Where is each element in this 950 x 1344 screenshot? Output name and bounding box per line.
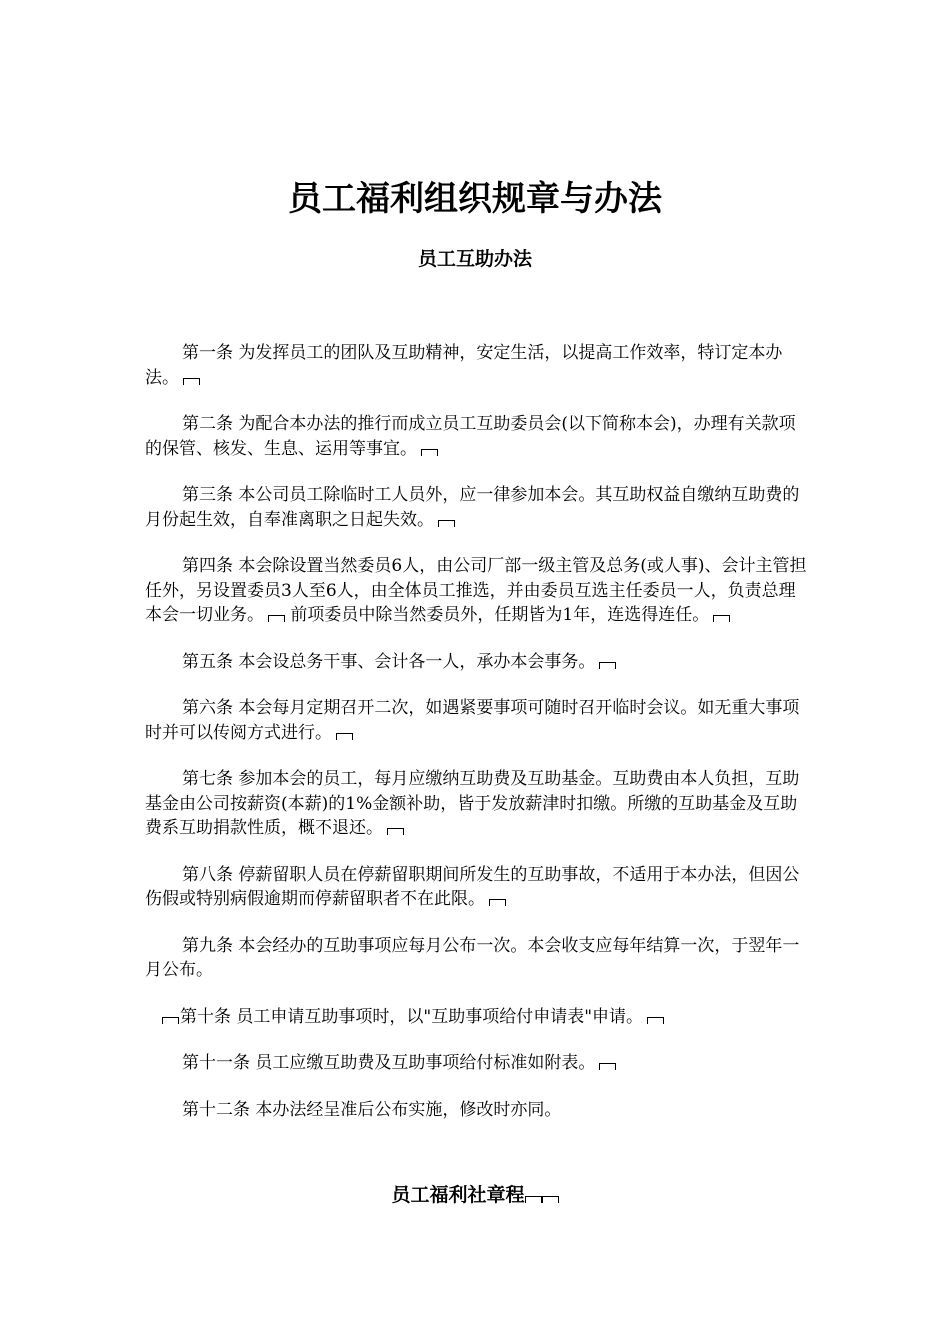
article-text: 第七条 参加本会的员工，每月应缴纳互助费及互助基金。互助费由本人负担，互助基金由公司按薪资(本薪)的1%金额补助，皆于发放薪津时扣缴。所缴的互助基金及互助费系互助捐款性质，概不退还。 xyxy=(145,769,800,838)
paragraph-mark-icon xyxy=(525,1196,542,1203)
article-2 xyxy=(145,412,811,461)
article-text: 第九条 本会经办的互助事项应每月公布一次。本会收支应每年结算一次，于翌年一月公布。 xyxy=(145,935,800,980)
article-text: 第六条 本会每月定期召开二次，如遇紧要事项可随时召开临时会议。如无重大事项时并可以传阅方式进行。 xyxy=(145,698,800,743)
articles-list xyxy=(145,341,811,1144)
article-9 xyxy=(145,934,811,983)
article-text: 第四条 本会除设置当然委员6人，由公司厂部一级主管及总务(或人事)、会计主管担任外，另设置委员3人至6人，由全体员工推选，并由委员互选主任委员一人，负责总理本会一切业务。 xyxy=(145,556,807,625)
article-10 xyxy=(145,1005,811,1030)
document-subtitle: 员工互助办法 xyxy=(417,248,532,270)
article-text: 第十条 员工申请互助事项时，以"互助事项给付申请表"申请。 xyxy=(180,1006,644,1027)
paragraph-mark-icon xyxy=(542,1196,559,1203)
article-7 xyxy=(145,767,811,841)
article-text: 第十二条 本办法经呈准后公布实施，修改时亦同。 xyxy=(182,1099,562,1120)
paragraph-mark-icon xyxy=(387,828,404,835)
article-text-continued: 前项委员中除当然委员外，任期皆为1年，连选得连任。 xyxy=(285,605,710,625)
paragraph-mark-icon xyxy=(268,615,285,622)
paragraph-mark-icon xyxy=(599,1063,616,1070)
paragraph-mark-icon xyxy=(336,733,353,740)
article-6 xyxy=(145,696,811,745)
article-text: 第五条 本会设总务干事、会计各一人，承办本会事务。 xyxy=(182,651,596,672)
article-text: 第十一条 员工应缴互助费及互助事项给付标准如附表。 xyxy=(182,1053,596,1073)
paragraph-mark-icon xyxy=(162,1017,179,1024)
article-1 xyxy=(145,341,811,390)
paragraph-mark-icon xyxy=(599,662,616,669)
document-title: 员工福利组织规章与办法 xyxy=(288,179,662,219)
article-8 xyxy=(145,863,811,912)
article-text: 第二条 为配合本办法的推行而成立员工互助委员会(以下简称本会)，办理有关款项的保管、核发、生息、运用等事宜。 xyxy=(145,414,796,459)
section-title-text: 员工福利社章程 xyxy=(391,1184,525,1206)
article-text: 第八条 停薪留职人员在停薪留职期间所发生的互助事故，不适用于本办法，但因公伤假或特别病假逾期而停薪留职者不在此限。 xyxy=(145,864,800,909)
article-text: 第一条 为发挥员工的团队及互助精神，安定生活，以提高工作效率，特订定本办法。 xyxy=(145,343,783,388)
article-4 xyxy=(145,554,811,628)
paragraph-mark-icon xyxy=(647,1017,664,1024)
section-title xyxy=(0,1180,950,1210)
paragraph-mark-icon xyxy=(183,378,200,385)
article-12 xyxy=(145,1098,811,1123)
paragraph-mark-icon xyxy=(713,615,730,622)
paragraph-mark-icon xyxy=(438,520,455,527)
article-5 xyxy=(145,650,811,675)
paragraph-mark-icon xyxy=(421,449,438,456)
article-3 xyxy=(145,483,811,532)
paragraph-mark-icon xyxy=(489,899,506,906)
article-text: 第三条 本公司员工除临时工人员外，应一律参加本会。其互助权益自缴纳互助费的月份起生效，自奉准离职之日起失效。 xyxy=(145,485,800,530)
article-11 xyxy=(145,1051,811,1076)
